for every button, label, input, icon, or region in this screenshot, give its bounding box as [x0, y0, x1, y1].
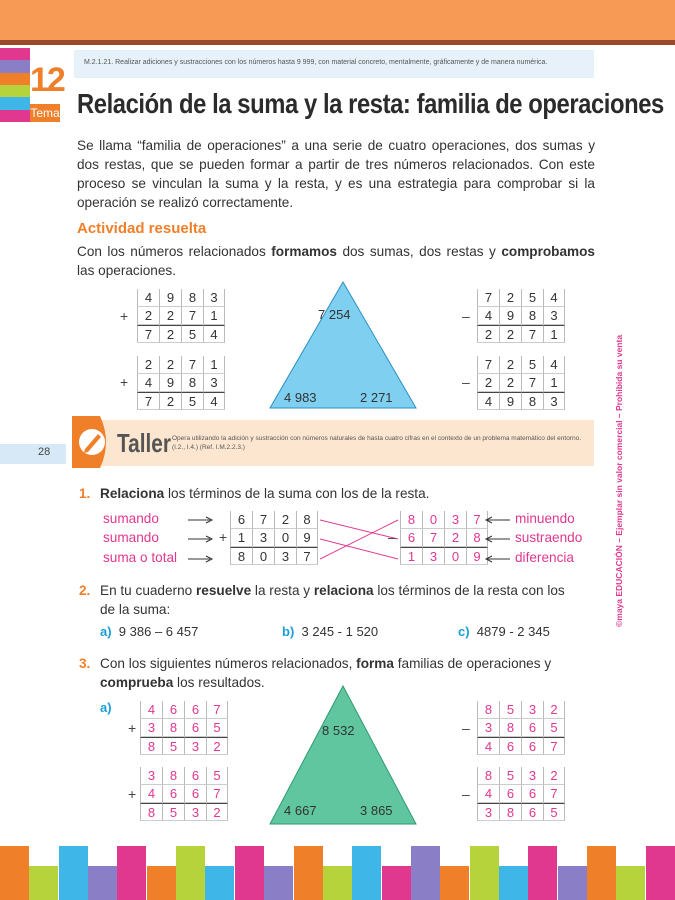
taller-text: Opera utilizando la adición y sustracción con números naturales de hasta cuatro cifras en el contexto de un problema matemático del entorno. (I.2., I.4.) (Ref. I.M.2.2.3.) — [172, 435, 582, 451]
bottom-color-blocks — [0, 846, 675, 900]
digit-cell: 8 — [477, 767, 499, 785]
digit-cell: 7 — [206, 785, 228, 803]
digit-cell: 8 — [466, 529, 488, 547]
digit-cell: 7 — [206, 701, 228, 719]
color-block — [235, 846, 264, 900]
digit-cell: 4 — [543, 356, 565, 374]
digit-cell: 7 — [181, 307, 203, 325]
digit-cell: 3 — [274, 547, 296, 565]
digit-cell: 3 — [477, 803, 499, 821]
digit-cell: 0 — [252, 547, 274, 565]
question-3: 3. Con los siguientes números relacionados, forma familias de operaciones y comprueba los resultados. — [79, 656, 552, 690]
color-block — [0, 846, 29, 900]
digit-cell: 5 — [181, 325, 203, 343]
q3-sub-grid-2 — [477, 767, 565, 821]
sub-label: sustraendo — [515, 530, 583, 545]
digit-cell: 9 — [499, 307, 521, 325]
question-number: 1. — [79, 486, 91, 501]
digit-cell: 4 — [203, 325, 225, 343]
digit-cell: 3 — [203, 289, 225, 307]
triangle-top-number: 7 254 — [318, 307, 351, 322]
digit-cell: 2 — [137, 356, 159, 374]
color-block — [528, 846, 557, 900]
digit-cell: 5 — [162, 803, 184, 821]
page-title: Relación de la suma y la resta: familia de operaciones — [77, 88, 664, 119]
color-block — [587, 846, 616, 900]
color-block — [294, 846, 323, 900]
sub-label: minuendo — [515, 511, 575, 526]
digit-cell: 2 — [477, 325, 499, 343]
q2-item-c: c) 4879 - 2 345 — [458, 624, 550, 639]
minus-sign: – — [462, 720, 470, 736]
digit-cell: 9 — [159, 289, 181, 307]
digit-cell: 0 — [444, 547, 466, 565]
digit-cell: 1 — [230, 529, 252, 547]
minus-sign: – — [462, 786, 470, 802]
digit-cell: 3 — [444, 511, 466, 529]
digit-cell: 8 — [521, 307, 543, 325]
arrows-right — [188, 512, 218, 572]
sum-label: suma o total — [103, 550, 178, 565]
color-block — [88, 866, 117, 900]
question-number: 2. — [79, 583, 91, 598]
digit-cell: 5 — [206, 719, 228, 737]
digit-cell: 5 — [181, 392, 203, 410]
digit-cell: 6 — [400, 529, 422, 547]
digit-cell: 3 — [203, 374, 225, 392]
digit-cell: 8 — [521, 392, 543, 410]
digit-cell: 7 — [521, 325, 543, 343]
q3-sum-grid-2 — [140, 767, 228, 821]
digit-cell: 8 — [477, 701, 499, 719]
tema-number: 12 — [30, 61, 64, 99]
color-block — [352, 846, 381, 900]
digit-cell: 4 — [477, 785, 499, 803]
digit-cell: 7 — [543, 737, 565, 755]
digit-cell: 2 — [499, 289, 521, 307]
color-block — [264, 866, 293, 900]
page-number: 28 — [38, 446, 51, 458]
digit-cell: 8 — [499, 803, 521, 821]
digit-cell: 7 — [466, 511, 488, 529]
digit-cell: 7 — [521, 374, 543, 392]
digit-cell: 1 — [203, 356, 225, 374]
digit-cell: 7 — [296, 547, 318, 565]
q2-item-b: b) 3 245 - 1 520 — [282, 624, 379, 639]
digit-cell: 2 — [499, 325, 521, 343]
q2-item-a: a) 9 386 – 6 457 — [100, 624, 199, 639]
question-2: 2. En tu cuaderno resuelve la resta y relaciona los términos de la resta con los de la suma: — [79, 583, 565, 617]
sub-grid-2 — [477, 356, 565, 410]
digit-cell: 4 — [140, 785, 162, 803]
digit-cell: 1 — [203, 307, 225, 325]
q1-sub-grid — [400, 511, 488, 565]
color-block — [411, 846, 440, 900]
q3-item-a: a) — [100, 700, 112, 715]
digit-cell: 2 — [499, 374, 521, 392]
digit-cell: 3 — [252, 529, 274, 547]
digit-cell: 9 — [466, 547, 488, 565]
side-color-stripes — [0, 48, 30, 122]
digit-cell: 6 — [184, 785, 206, 803]
digit-cell: 2 — [159, 392, 181, 410]
color-block — [29, 866, 58, 900]
minus-sign: – — [388, 529, 396, 545]
sub-grid-1 — [477, 289, 565, 343]
digit-cell: 3 — [422, 547, 444, 565]
digit-cell: 4 — [140, 701, 162, 719]
digit-cell: 5 — [543, 803, 565, 821]
digit-cell: 2 — [444, 529, 466, 547]
digit-cell: 8 — [140, 737, 162, 755]
sum-label: sumando — [103, 530, 159, 545]
arrows-left — [482, 512, 512, 572]
digit-cell: 6 — [499, 737, 521, 755]
digit-cell: 6 — [499, 785, 521, 803]
digit-cell: 6 — [521, 719, 543, 737]
digit-cell: 2 — [499, 356, 521, 374]
digit-cell: 7 — [137, 325, 159, 343]
digit-cell: 3 — [521, 767, 543, 785]
color-block — [176, 846, 205, 900]
digit-cell: 8 — [162, 719, 184, 737]
color-block — [558, 866, 587, 900]
triangle-top-number: 8 532 — [322, 723, 355, 738]
digit-cell: 5 — [521, 289, 543, 307]
color-block — [147, 866, 176, 900]
digit-cell: 4 — [477, 392, 499, 410]
digit-cell: 5 — [499, 701, 521, 719]
digit-cell: 7 — [543, 785, 565, 803]
digit-cell: 6 — [521, 803, 543, 821]
digit-cell: 2 — [543, 767, 565, 785]
color-block — [205, 866, 234, 900]
skill-code: M.2.1.21. Realizar adiciones y sustracciones con los números hasta 9 999, con material concreto, mentalmente, gráficamente y de manera numérica. — [74, 50, 594, 78]
digit-cell: 7 — [422, 529, 444, 547]
digit-cell: 9 — [159, 374, 181, 392]
activity-text: Con los números relacionados formamos dos sumas, dos restas y comprobamos las operaciones. — [77, 244, 595, 278]
color-block — [440, 866, 469, 900]
digit-cell: 2 — [274, 511, 296, 529]
digit-cell: 3 — [543, 307, 565, 325]
color-block — [499, 866, 528, 900]
triangle-right-number: 2 271 — [360, 390, 393, 405]
digit-cell: 7 — [477, 289, 499, 307]
digit-cell: 8 — [230, 547, 252, 565]
color-block — [470, 846, 499, 900]
color-block — [117, 846, 146, 900]
digit-cell: 0 — [274, 529, 296, 547]
digit-cell: 3 — [140, 719, 162, 737]
digit-cell: 8 — [162, 767, 184, 785]
digit-cell: 4 — [137, 374, 159, 392]
plus-sign: + — [120, 308, 129, 324]
digit-cell: 2 — [477, 374, 499, 392]
color-block — [646, 846, 675, 900]
digit-cell: 9 — [296, 529, 318, 547]
minus-sign: – — [462, 374, 470, 390]
digit-cell: 6 — [521, 785, 543, 803]
digit-cell: 8 — [400, 511, 422, 529]
digit-cell: 6 — [230, 511, 252, 529]
digit-cell: 2 — [159, 325, 181, 343]
digit-cell: 3 — [477, 719, 499, 737]
copyright-vertical: ©maya EDUCACIÓN – Ejemplar sin valor comercial – Prohibida su venta — [614, 334, 624, 627]
pencil-icon — [72, 416, 112, 468]
sum-label: sumando — [103, 511, 159, 526]
page-number-bar — [0, 444, 66, 464]
digit-cell: 2 — [543, 701, 565, 719]
sum-grid-1 — [137, 289, 225, 343]
digit-cell: 3 — [521, 701, 543, 719]
digit-cell: 2 — [206, 737, 228, 755]
q3-sub-grid-1 — [477, 701, 565, 755]
color-block — [616, 866, 645, 900]
digit-cell: 5 — [499, 767, 521, 785]
color-block — [59, 846, 88, 900]
color-block — [323, 866, 352, 900]
plus-sign: + — [128, 786, 137, 802]
digit-cell: 5 — [162, 737, 184, 755]
q1-sum-grid — [230, 511, 318, 565]
triangle-right-number: 3 865 — [360, 803, 393, 818]
q3-sum-grid-1 — [140, 701, 228, 755]
digit-cell: 6 — [184, 701, 206, 719]
digit-cell: 5 — [206, 767, 228, 785]
top-banner — [0, 0, 675, 40]
taller-label: Taller — [117, 428, 171, 458]
digit-cell: 6 — [162, 701, 184, 719]
question-1: 1. Relaciona los términos de la suma con los de la resta. — [79, 486, 430, 501]
sub-label: diferencia — [515, 550, 574, 565]
triangle-left-number: 4 983 — [284, 390, 317, 405]
digit-cell: 4 — [477, 307, 499, 325]
tema-label: Tema — [30, 106, 60, 120]
digit-cell: 1 — [543, 374, 565, 392]
question-number: 3. — [79, 656, 91, 671]
digit-cell: 4 — [543, 289, 565, 307]
digit-cell: 4 — [203, 392, 225, 410]
digit-cell: 2 — [206, 803, 228, 821]
digit-cell: 7 — [477, 356, 499, 374]
activity-heading: Actividad resuelta — [77, 220, 207, 237]
digit-cell: 5 — [543, 719, 565, 737]
digit-cell: 9 — [499, 392, 521, 410]
digit-cell: 6 — [162, 785, 184, 803]
triangle-left-number: 4 667 — [284, 803, 317, 818]
sum-grid-2 — [137, 356, 225, 410]
digit-cell: 3 — [184, 737, 206, 755]
digit-cell: 7 — [137, 392, 159, 410]
digit-cell: 1 — [400, 547, 422, 565]
digit-cell: 2 — [137, 307, 159, 325]
digit-cell: 2 — [159, 307, 181, 325]
digit-cell: 6 — [521, 737, 543, 755]
color-block — [382, 866, 411, 900]
digit-cell: 0 — [422, 511, 444, 529]
digit-cell: 4 — [137, 289, 159, 307]
digit-cell: 8 — [181, 289, 203, 307]
minus-sign: – — [462, 308, 470, 324]
digit-cell: 4 — [477, 737, 499, 755]
digit-cell: 6 — [184, 767, 206, 785]
digit-cell: 5 — [521, 356, 543, 374]
digit-cell: 3 — [184, 803, 206, 821]
digit-cell: 3 — [140, 767, 162, 785]
plus-sign: + — [219, 529, 228, 545]
digit-cell: 1 — [543, 325, 565, 343]
digit-cell: 8 — [499, 719, 521, 737]
digit-cell: 7 — [181, 356, 203, 374]
plus-sign: + — [120, 374, 129, 390]
digit-cell: 2 — [159, 356, 181, 374]
digit-cell: 3 — [543, 392, 565, 410]
digit-cell: 7 — [252, 511, 274, 529]
plus-sign: + — [128, 720, 137, 736]
digit-cell: 8 — [181, 374, 203, 392]
intro-paragraph: Se llama “familia de operaciones” a una serie de cuatro operaciones, dos sumas y dos restas, que se pueden formar a partir de tres números relacionados. Con este proceso se vinculan la suma y la resta, y es una estrategia para comprobar si la operación se realizó correctamente. — [77, 138, 595, 210]
top-divider — [0, 40, 675, 45]
digit-cell: 8 — [140, 803, 162, 821]
digit-cell: 8 — [296, 511, 318, 529]
digit-cell: 6 — [184, 719, 206, 737]
